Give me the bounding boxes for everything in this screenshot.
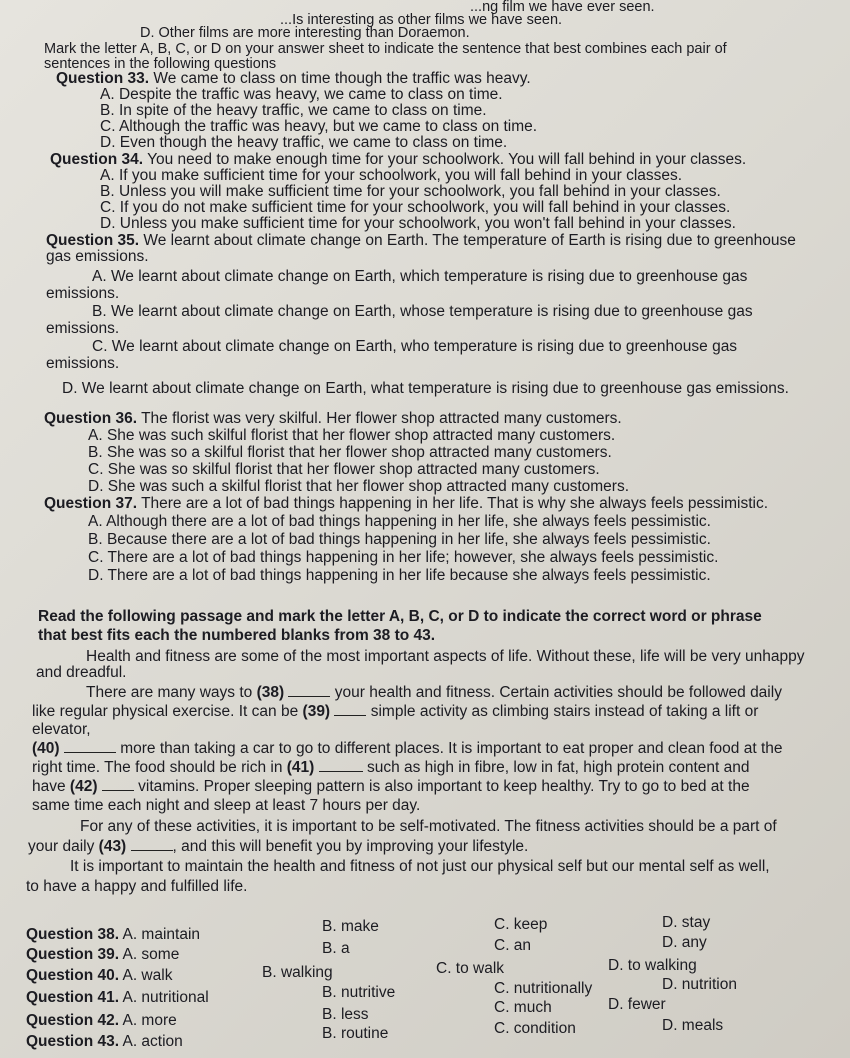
question-37: [44, 495, 768, 513]
passage-p1-line2: and dreadful.: [36, 664, 127, 681]
header-line-2: D. Other films are more interesting than Doraemon.: [140, 25, 470, 41]
passage-p2-line2: [32, 703, 758, 721]
question-39-option-c: C. an: [494, 937, 532, 954]
question-36-option-d: D. She was such a skilful florist that her flower shop attracted many customers.: [88, 478, 630, 495]
question-35-option-d: D. We learnt about climate change on Earth, what temperature is rising due to greenhouse gas emissions.: [62, 380, 789, 397]
question-33-option-a: A. Despite the traffic was heavy, we came to class on time.: [100, 86, 503, 103]
question-42-row: [26, 1012, 177, 1030]
blank-41: [319, 759, 363, 772]
question-41-option-c: C. nutritionally: [494, 980, 593, 997]
question-36-label: Question 36.: [44, 410, 138, 427]
question-40-option-d: D. to walking: [608, 957, 697, 974]
question-39-option-b: B. a: [322, 940, 350, 957]
passage-text: your health and fitness. Certain activities should be followed daily: [330, 684, 782, 701]
passage-p2-line4: [32, 740, 783, 758]
passage-text: , and this will benefit you by improving your lifestyle.: [172, 838, 529, 855]
passage-text: vitamins. Proper sleeping pattern is also important to keep healthy. Try to go to bed at the: [133, 778, 750, 795]
question-36-option-a: A. She was such skilful florist that her flower shop attracted many customers.: [88, 427, 616, 444]
question-42-option-d: D. fewer: [608, 996, 666, 1013]
passage-p4-line2: to have a happy and fulfilled life.: [26, 878, 248, 895]
question-35-label: Question 35.: [46, 232, 140, 249]
blank-42: [102, 778, 134, 791]
question-36-stem: The florist was very skilful. Her flower shop attracted many customers.: [141, 410, 622, 427]
passage-text: right time. The food should be rich in: [32, 759, 287, 776]
question-34-option-a: A. If you make sufficient time for your schoolwork, you will fall behind in your classes.: [100, 167, 683, 184]
question-43-option-d: D. meals: [662, 1017, 724, 1034]
header-line-1: ...Is interesting as other films we have seen.: [280, 12, 563, 28]
question-41-row: [26, 989, 209, 1007]
question-38-row: [26, 926, 200, 944]
question-42-label: Question 42.: [26, 1012, 120, 1029]
passage-p2-line1: [86, 684, 782, 702]
question-37-option-a: A. Although there are a lot of bad things happening in her life, she always feels pessimistic.: [88, 513, 711, 530]
passage-p2-line6: [32, 778, 750, 796]
passage-p2-line5: [32, 759, 750, 777]
passage-p4-line1: It is important to maintain the health and fitness of not just our physical self but our mental self as well,: [70, 858, 770, 875]
passage-text: such as high in fibre, low in fat, high protein content and: [362, 759, 750, 776]
blank-40-number: (40): [32, 740, 60, 757]
question-34-option-b: B. Unless you will make sufficient time for your schoolwork, you fall behind in your classes.: [100, 183, 721, 200]
question-36-option-c: C. She was so skilful florist that her flower shop attracted many customers.: [88, 461, 600, 478]
question-35-option-a-line1: A. We learnt about climate change on Earth, which temperature is rising due to greenhouse gas: [92, 268, 748, 285]
question-35-option-c-line2: emissions.: [46, 355, 120, 372]
question-43-row: [26, 1033, 183, 1051]
question-38-option-a: A. maintain: [122, 926, 201, 943]
blank-38: [288, 684, 330, 697]
question-34-stem: You need to make enough time for your schoolwork. You will fall behind in your classes.: [147, 151, 747, 168]
instruction-line-b: sentences in the following questions: [44, 56, 277, 72]
question-34-option-c: C. If you do not make sufficient time for your schoolwork, you will fall behind in your classes.: [100, 199, 731, 216]
passage-p2-line3: elevator,: [32, 721, 91, 738]
question-42-option-a: A. more: [122, 1012, 177, 1029]
question-35-option-b-line2: emissions.: [46, 320, 120, 337]
passage-p2-line7: same time each night and sleep at least 7 hours per day.: [32, 797, 421, 814]
blank-43-number: (43): [98, 838, 127, 855]
question-35: [46, 232, 796, 250]
question-38-label: Question 38.: [26, 926, 120, 943]
question-40-option-c: C. to walk: [436, 960, 505, 977]
passage-p3-line1: For any of these activities, it is important to be self-motivated. The fitness activities should be a part of: [80, 818, 777, 835]
question-35-stem-a: We learnt about climate change on Earth. The temperature of Earth is rising due to greenhouse: [143, 232, 796, 249]
question-33-option-c: C. Although the traffic was heavy, but we came to class on time.: [100, 118, 538, 135]
passage-text: have: [32, 778, 70, 795]
blank-39: [334, 703, 366, 716]
question-39-row: [26, 946, 179, 964]
question-37-option-c: C. There are a lot of bad things happening in her life; however, she always feels pessimistic.: [88, 549, 719, 566]
passage-text: simple activity as climbing stairs instead of taking a lift or: [366, 703, 759, 720]
question-35-stem-b: gas emissions.: [46, 248, 149, 265]
question-33-stem: We came to class on time though the traffic was heavy.: [153, 70, 531, 87]
question-40-label: Question 40.: [26, 967, 120, 984]
question-42-option-b: B. less: [322, 1006, 369, 1023]
question-40-row: [26, 967, 172, 985]
question-43-option-a: A. action: [122, 1033, 183, 1050]
question-41-option-b: B. nutritive: [322, 984, 396, 1001]
blank-38-number: (38): [256, 684, 285, 701]
question-33-option-d: D. Even though the heavy traffic, we came to class on time.: [100, 134, 508, 151]
question-35-option-a-line2: emissions.: [46, 285, 120, 302]
question-40-option-a: A. walk: [122, 967, 173, 984]
question-40-option-b: B. walking: [262, 964, 333, 981]
question-39-option-d: D. any: [662, 934, 707, 951]
passage-text: like regular physical exercise. It can be: [32, 703, 303, 720]
blank-39-number: (39): [302, 703, 331, 720]
question-33-label: Question 33.: [56, 70, 150, 87]
question-36: [44, 410, 622, 428]
reading-instruction-a: Read the following passage and mark the letter A, B, C, or D to indicate the correct word or phrase: [38, 608, 762, 625]
blank-40: [64, 740, 116, 753]
question-33-option-b: B. In spite of the heavy traffic, we came to class on time.: [100, 102, 487, 119]
header-line-0: ...ng film we have ever seen.: [470, 0, 655, 15]
question-34-label: Question 34.: [50, 151, 144, 168]
question-42-option-c: C. much: [494, 999, 552, 1016]
question-37-stem: There are a lot of bad things happening in her life. That is why she always feels pessimistic.: [141, 495, 768, 512]
passage-p1-line1: Health and fitness are some of the most important aspects of life. Without these, life will be very unhappy: [86, 648, 805, 665]
question-39-label: Question 39.: [26, 946, 120, 963]
question-43-label: Question 43.: [26, 1033, 120, 1050]
question-43-option-c: C. condition: [494, 1020, 576, 1037]
question-38-option-d: D. stay: [662, 914, 711, 931]
question-38-option-b: B. make: [322, 918, 379, 935]
blank-41-number: (41): [286, 759, 315, 776]
question-37-option-d: D. There are a lot of bad things happening in her life because she always feels pessimistic.: [88, 567, 711, 584]
question-41-label: Question 41.: [26, 989, 120, 1006]
question-34-option-d: D. Unless you make sufficient time for your schoolwork, you won't fall behind in your classes.: [100, 215, 736, 232]
question-35-option-b-line1: B. We learnt about climate change on Earth, whose temperature is rising due to greenhouse gas: [92, 303, 753, 320]
question-38-option-c: C. keep: [494, 916, 548, 933]
question-43-option-b: B. routine: [322, 1025, 389, 1042]
blank-43: [131, 838, 173, 851]
question-41-option-d: D. nutrition: [662, 976, 737, 993]
question-37-label: Question 37.: [44, 495, 138, 512]
question-37-option-b: B. Because there are a lot of bad things happening in her life, she always feels pessimistic.: [88, 531, 711, 548]
question-35-option-c-line1: C. We learnt about climate change on Earth, who temperature is rising due to greenhouse gas: [92, 338, 738, 355]
question-41-option-a: A. nutritional: [122, 989, 209, 1006]
question-36-option-b: B. She was so a skilful florist that her flower shop attracted many customers.: [88, 444, 612, 461]
passage-text: more than taking a car to go to different places. It is important to eat proper and clean food at the: [115, 740, 783, 757]
question-39-option-a: A. some: [122, 946, 180, 963]
reading-instruction-b: that best fits each the numbered blanks from 38 to 43.: [38, 627, 436, 644]
blank-42-number: (42): [69, 778, 98, 795]
passage-text: There are many ways to: [86, 684, 257, 701]
passage-text: your daily: [28, 838, 99, 855]
instruction-line-a: Mark the letter A, B, C, or D on your answer sheet to indicate the sentence that best combines each pair of: [44, 41, 727, 57]
passage-p3-line2: [28, 838, 528, 856]
